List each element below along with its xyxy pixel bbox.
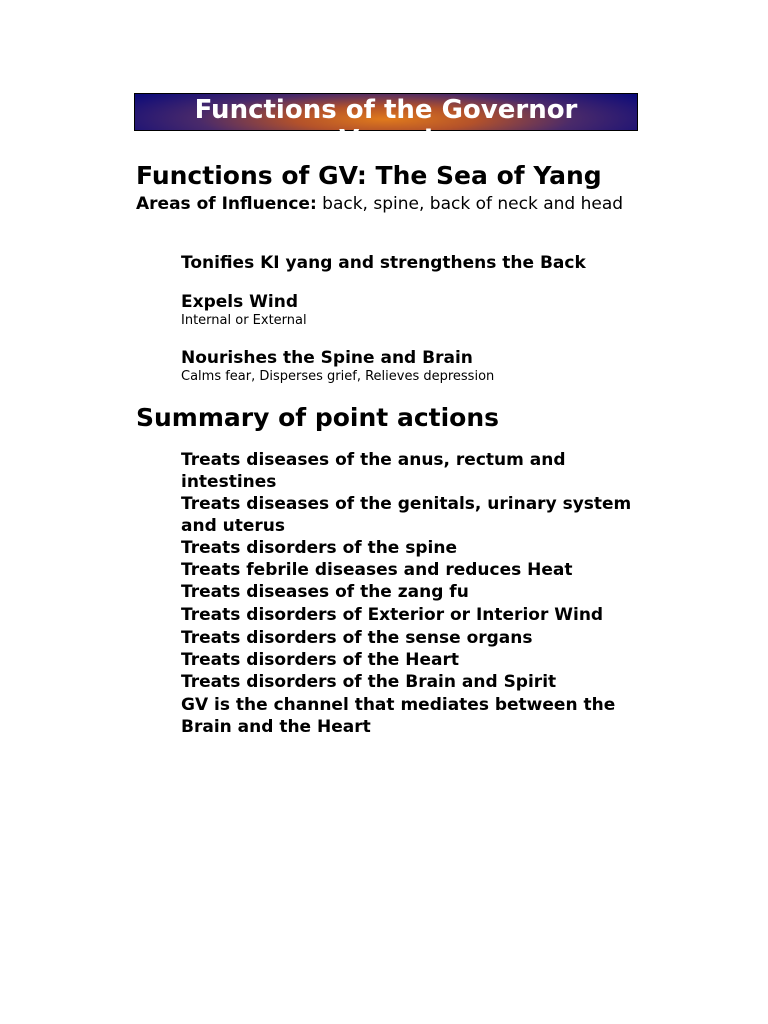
bullet-icon <box>158 291 170 313</box>
bullet-icon <box>158 694 170 716</box>
action-text: Treats disorders of the spine <box>181 538 457 558</box>
areas-of-influence-value: back, spine, back of neck and head <box>316 194 624 214</box>
bullet-icon <box>158 493 170 515</box>
banner-title-line2: Vessel <box>339 125 433 155</box>
action-text: Treats disorders of the Heart <box>181 650 459 670</box>
function-title: Tonifies KI yang and strengthens the Back <box>181 253 586 273</box>
areas-of-influence <box>136 193 646 215</box>
action-text: Treats diseases of the genitals, urinary system and uterus <box>181 494 632 536</box>
action-text: Treats diseases of the anus, rectum and intestines <box>181 450 566 492</box>
action-text: Treats disorders of the Brain and Spirit <box>181 672 557 692</box>
bullet-icon <box>158 671 170 693</box>
bullet-icon <box>158 604 170 626</box>
action-text: Treats diseases of the zang fu <box>181 582 469 602</box>
action-text: Treats disorders of the sense organs <box>181 628 533 648</box>
section-heading-functions: Functions of GV: The Sea of Yang <box>136 161 602 190</box>
section-heading-summary: Summary of point actions <box>136 403 500 432</box>
bullet-icon <box>158 649 170 671</box>
function-detail: Internal or External <box>181 313 307 328</box>
bullet-icon <box>158 581 170 603</box>
function-detail: Calms fear, Disperses grief, Relieves depression <box>181 369 495 384</box>
banner-title-line1: Functions of the Governor <box>194 95 578 125</box>
bullet-icon <box>158 627 170 649</box>
title-banner <box>134 93 638 155</box>
action-text: Treats disorders of Exterior or Interior Wind <box>181 605 604 625</box>
bullet-icon <box>158 347 170 369</box>
bullet-icon <box>158 559 170 581</box>
areas-of-influence-label: Areas of Influence: <box>136 194 317 214</box>
action-text: Treats febrile diseases and reduces Heat <box>181 560 573 580</box>
function-title: Nourishes the Spine and Brain <box>181 348 473 368</box>
bullet-icon <box>158 537 170 559</box>
bullet-icon <box>158 252 170 274</box>
function-title: Expels Wind <box>181 292 298 312</box>
action-text: GV is the channel that mediates between the Brain and the Heart <box>181 695 616 737</box>
bullet-icon <box>158 449 170 471</box>
